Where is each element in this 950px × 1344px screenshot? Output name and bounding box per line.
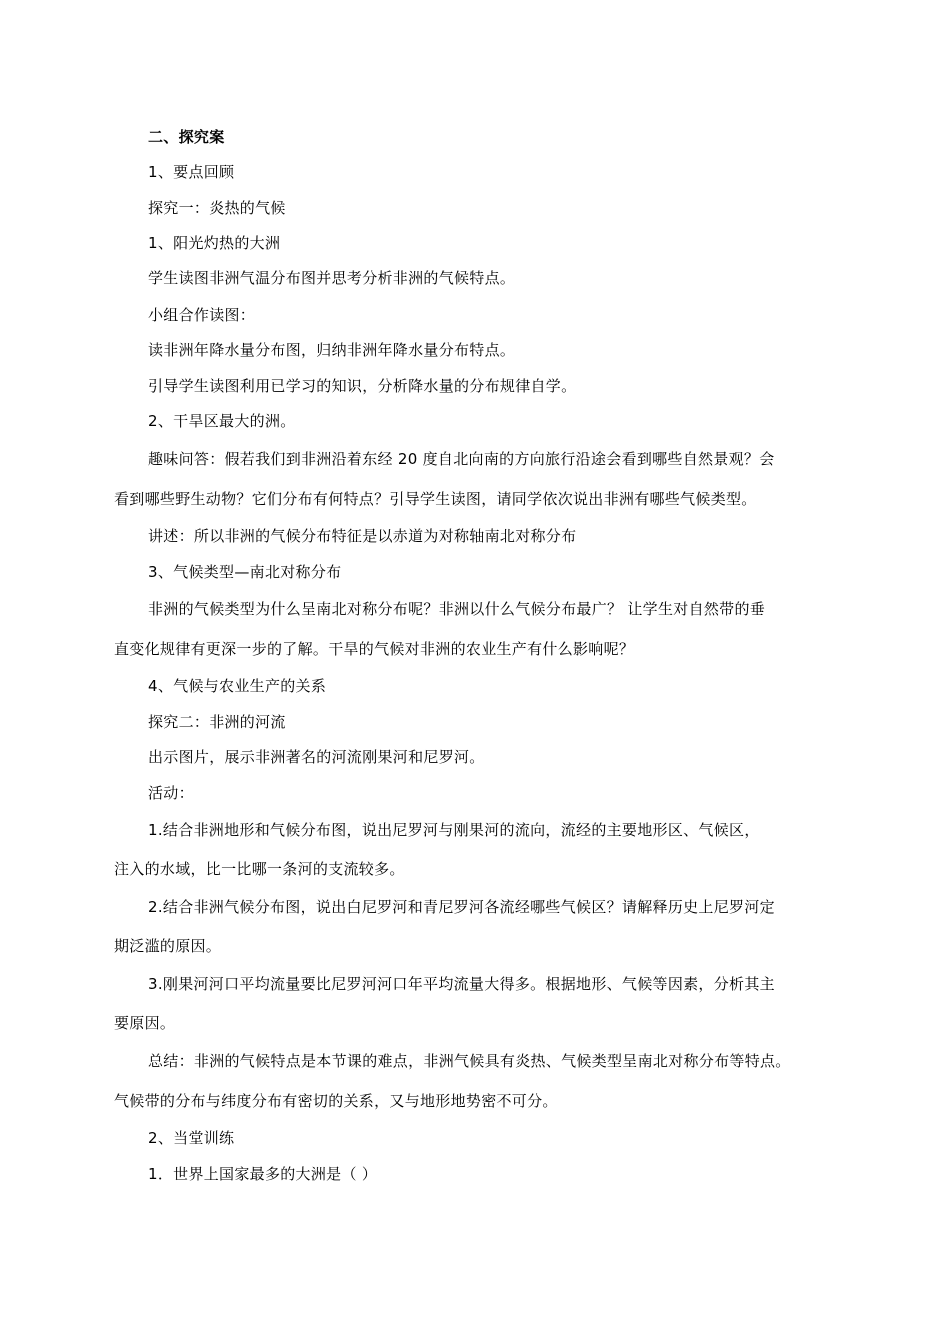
paragraph-line-continued: 直变化规律有更深一步的了解。干旱的气候对非洲的农业生产有什么影响呢？ <box>114 640 635 658</box>
topic-heading: 2、干旱区最大的洲。 <box>148 412 296 430</box>
activity-item-continued: 注入的水域，比一比哪一条河的支流较多。 <box>114 860 405 878</box>
activity-item: 1.结合非洲地形和气候分布图，说出尼罗河与刚果河的流向，流经的主要地形区、气候区， <box>148 821 760 839</box>
activity-item-continued: 要原因。 <box>114 1014 176 1032</box>
paragraph-line: 学生读图非洲气温分布图并思考分析非洲的气候特点。 <box>148 269 516 287</box>
paragraph-line: 趣味问答：假若我们到非洲沿着东经 20 度自北向南的方向旅行沿途会看到哪些自然景观？会 <box>148 450 775 468</box>
summary-line-continued: 气候带的分布与纬度分布有密切的关系，又与地形地势密不可分。 <box>114 1092 558 1110</box>
topic-heading: 1、阳光灼热的大洲 <box>148 234 281 252</box>
explore-one-heading: 探究一：炎热的气候 <box>148 199 286 217</box>
paragraph-line: 非洲的气候类型为什么呈南北对称分布呢？非洲以什么气候分布最广？ 让学生对自然带的垂 <box>148 600 766 618</box>
subheading-review: 1、要点回顾 <box>148 163 235 181</box>
question-item: 1．世界上国家最多的大洲是（ ） <box>148 1165 378 1183</box>
activity-label: 活动： <box>148 784 194 802</box>
paragraph-line: 引导学生读图利用已学习的知识，分析降水量的分布规律自学。 <box>148 377 577 395</box>
activity-item: 2.结合非洲气候分布图，说出白尼罗河和青尼罗河各流经哪些气候区？请解释历史上尼罗河定 <box>148 898 775 916</box>
paragraph-line-continued: 看到哪些野生动物？它们分布有何特点？引导学生读图，请同学依次说出非洲有哪些气候类型。 <box>114 490 757 508</box>
activity-item-continued: 期泛滥的原因。 <box>114 937 222 955</box>
subheading-practice: 2、当堂训练 <box>148 1129 235 1147</box>
paragraph-line: 读非洲年降水量分布图，归纳非洲年降水量分布特点。 <box>148 341 516 359</box>
paragraph-line: 讲述：所以非洲的气候分布特征是以赤道为对称轴南北对称分布 <box>148 527 577 545</box>
activity-item: 3.刚果河河口平均流量要比尼罗河河口年平均流量大得多。根据地形、气候等因素，分析其主 <box>148 975 775 993</box>
paragraph-line: 小组合作读图： <box>148 306 256 324</box>
topic-heading: 4、气候与农业生产的关系 <box>148 677 327 695</box>
explore-two-heading: 探究二：非洲的河流 <box>148 713 286 731</box>
topic-heading: 3、气候类型—南北对称分布 <box>148 563 342 581</box>
section-heading: 二、探究案 <box>148 128 225 146</box>
summary-line: 总结：非洲的气候特点是本节课的难点，非洲气候具有炎热、气候类型呈南北对称分布等特点。 <box>148 1052 791 1070</box>
paragraph-line: 出示图片，展示非洲著名的河流刚果河和尼罗河。 <box>148 748 485 766</box>
